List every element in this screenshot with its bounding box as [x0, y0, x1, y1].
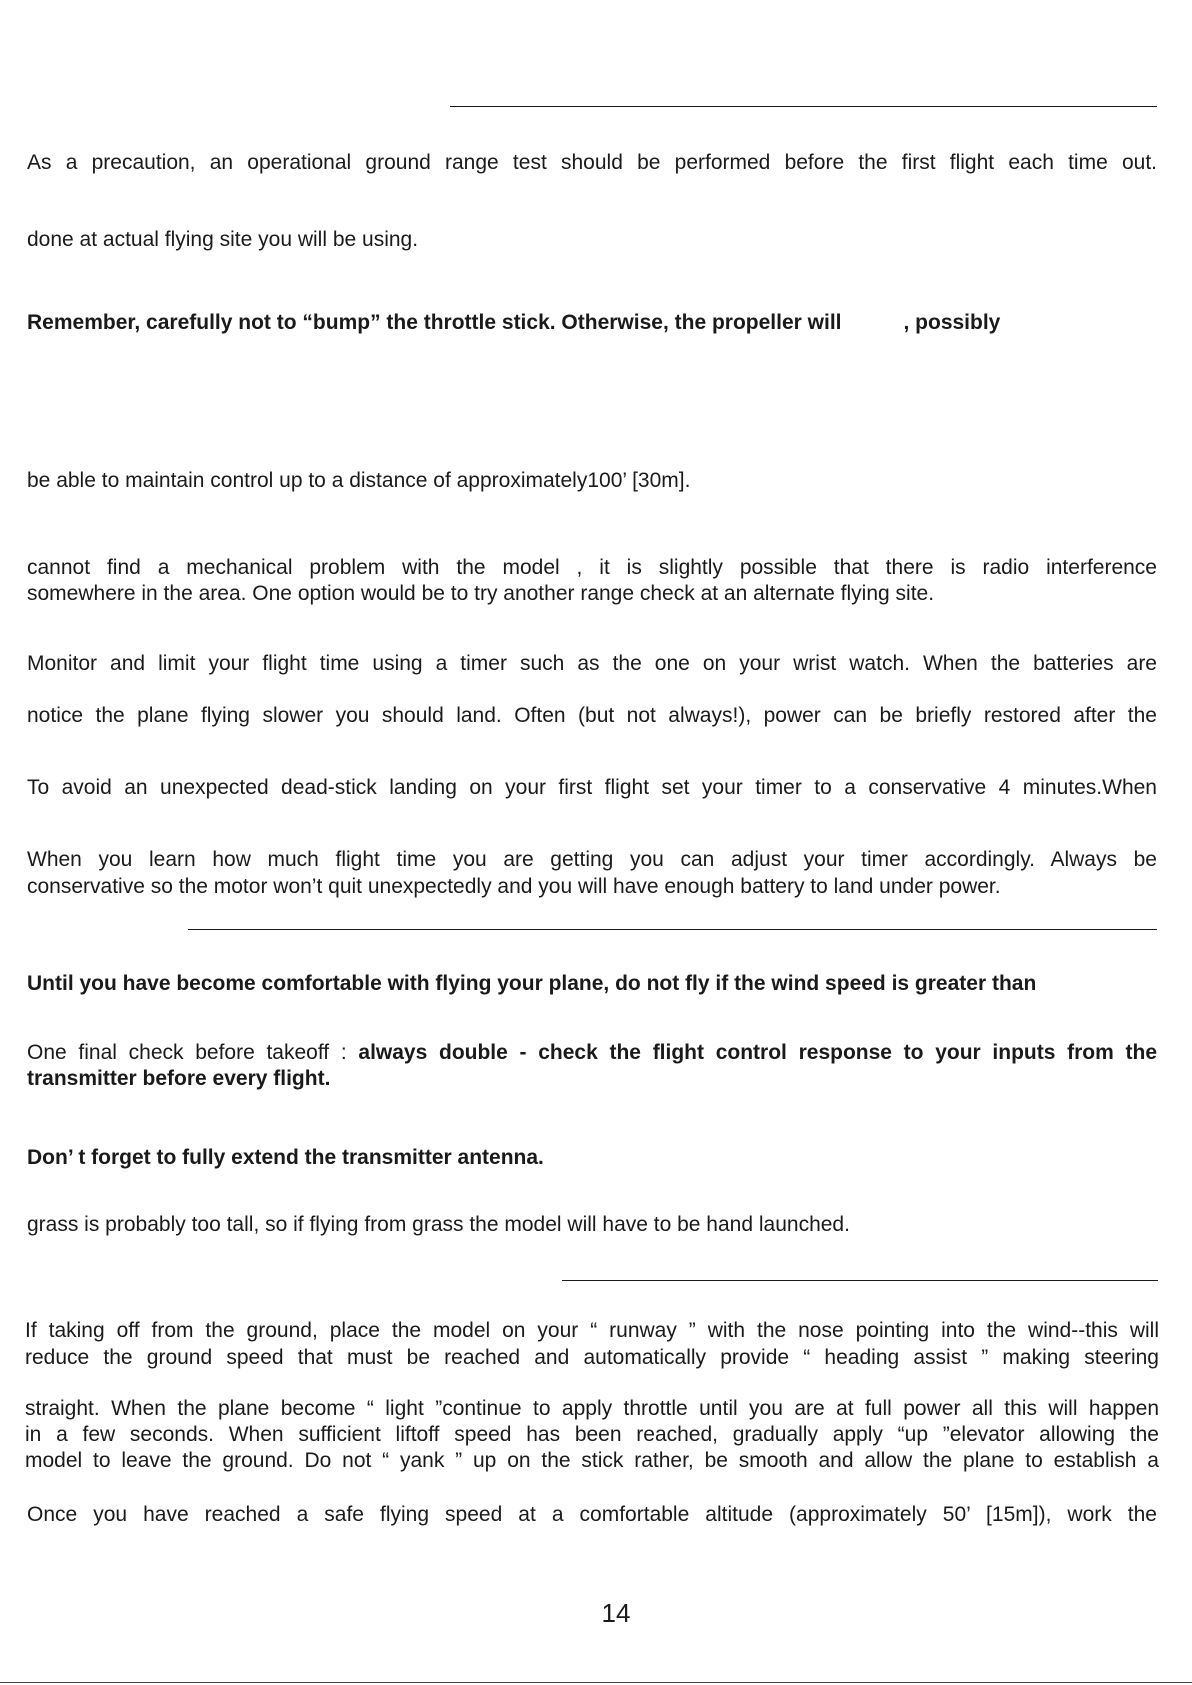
page-number: 14 — [601, 1598, 631, 1628]
text-line: Once you have reached a safe flying speed at a comfortable altitude (approximately 50’ [15m]), work the — [27, 1503, 1157, 1526]
check-emphasis: always double - check the flight control response to your inputs from the — [358, 1041, 1158, 1064]
warning-text: Remember, carefully not to “bump” the throttle stick. Otherwise, the propeller will — [27, 311, 842, 334]
warning-line — [27, 310, 1157, 336]
text-line: To avoid an unexpected dead-stick landing on your first flight set your timer to a conservative 4 minutes.When — [27, 776, 1157, 799]
text-line: somewhere in the area. One option would be to try another range check at an alternate flying site. — [27, 582, 935, 605]
text-line: model to leave the ground. Do not “ yank ” up on the stick rather, be smooth and allow the plane to establish a — [25, 1449, 1159, 1472]
text-line: Monitor and limit your flight time using a timer such as the one on your wrist watch. When the batteries are — [27, 652, 1157, 675]
section-rule-3 — [562, 1280, 1158, 1281]
text-line: straight. When the plane become “ light ”continue to apply throttle until you are at full power all this will happen — [25, 1397, 1159, 1420]
warning-line: Don’ t forget to fully extend the transmitter antenna. — [27, 1146, 544, 1169]
text-line: grass is probably too tall, so if flying from grass the model will have to be hand launched. — [27, 1213, 850, 1236]
warning-line: Until you have become comfortable with flying your plane, do not fly if the wind speed is greater than — [27, 972, 1037, 995]
page-bottom-edge — [0, 1682, 1192, 1683]
text-line: As a precaution, an operational ground range test should be performed before the first flight each time out. — [27, 151, 1157, 174]
check-line: transmitter before every flight. — [27, 1067, 331, 1090]
section-rule-1 — [450, 106, 1157, 107]
text-line: notice the plane flying slower you should land. Often (but not always!), power can be briefly restored after the — [27, 704, 1157, 727]
check-intro: One final check before takeoff : — [27, 1041, 359, 1064]
warning-text-end: , possibly — [903, 311, 1001, 334]
text-line: When you learn how much flight time you are getting you can adjust your timer accordingly. Always be — [27, 848, 1157, 871]
section-rule-2 — [188, 929, 1157, 930]
text-line: reduce the ground speed that must be reached and automatically provide “ heading assist ” making steering — [25, 1346, 1159, 1369]
text-line: If taking off from the ground, place the model on your “ runway ” with the nose pointing into the wind--this will — [25, 1319, 1159, 1342]
text-line: in a few seconds. When sufficient liftoff speed has been reached, gradually apply “up ”elevator allowing the — [25, 1423, 1159, 1446]
text-line: cannot find a mechanical problem with the model , it is slightly possible that there is radio interference — [27, 556, 1157, 579]
text-line: done at actual flying site you will be using. — [27, 228, 419, 251]
check-line — [27, 1040, 1157, 1066]
text-line: conservative so the motor won’t quit unexpectedly and you will have enough battery to land under power. — [27, 875, 1001, 898]
text-line: be able to maintain control up to a distance of approximately100’ [30m]. — [27, 469, 691, 492]
